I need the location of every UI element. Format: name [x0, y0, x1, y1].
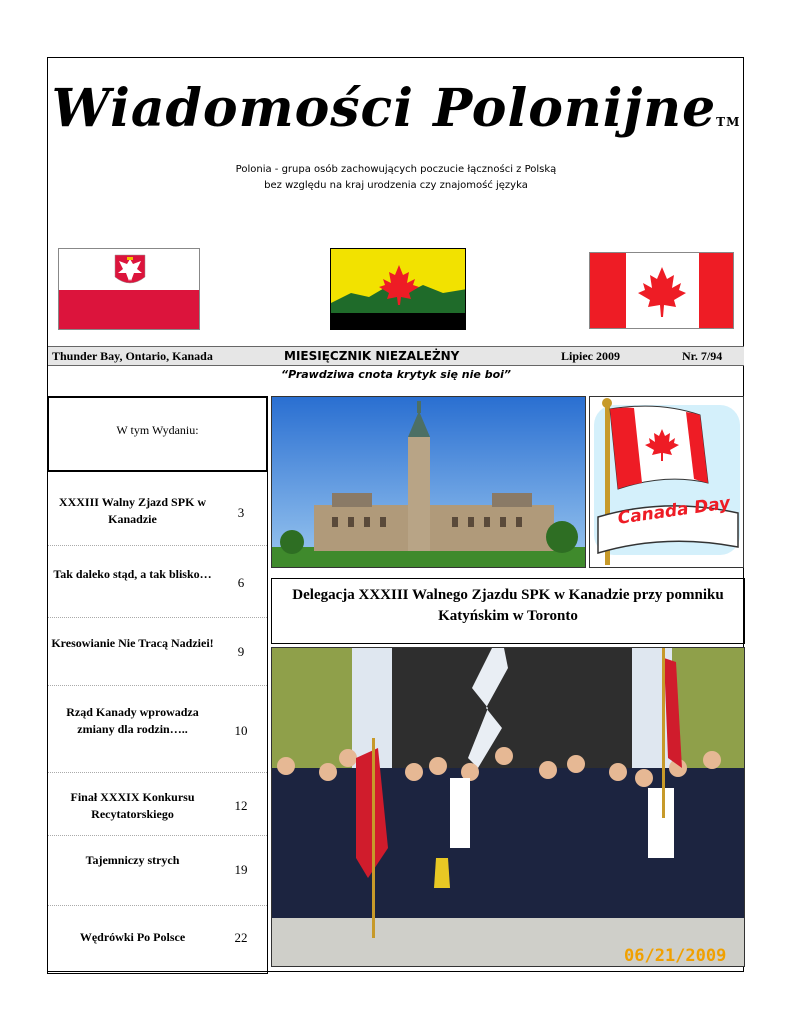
toc-item-title[interactable]: Rząd Kanady wprowadza zmiany dla rodzin…..: [66, 705, 199, 736]
subtitle: MIESIĘCZNIK NIEZALEŻNY: [284, 349, 460, 363]
toc-divider: [48, 772, 267, 773]
photo-timestamp: 06/21/2009: [624, 946, 727, 966]
issue-date: Lipiec 2009: [561, 349, 620, 363]
veterans-group: [272, 768, 745, 918]
katyn-memorial-group-photo: [271, 647, 745, 967]
toc-divider: [48, 685, 267, 686]
toc-item-page: 6: [237, 575, 245, 590]
toc-item-page: 10: [234, 723, 248, 738]
photo-caption: Delegacja XXXIII Walnego Zjazdu SPK w Kanadzie przy pomniku Katyńskim w Toronto: [292, 587, 724, 624]
toc-divider: [48, 545, 267, 546]
tagline: Polonia - grupa osób zachowujących poczucie łączności z Polską bez względu na kraj urodzenia czy znajomość języka: [235, 164, 557, 191]
toc-item-page: 9: [237, 644, 245, 659]
toc-divider: [48, 617, 267, 618]
toc-divider: [48, 835, 267, 836]
toc-item-title[interactable]: Kresowianie Nie Tracą Nadziei!: [51, 636, 214, 650]
canada-day-clipart: [589, 396, 744, 568]
canada-day-banner: Canada Day: [616, 493, 732, 529]
poland-flag: [58, 248, 200, 330]
toc-item-title[interactable]: Finał XXXIX Konkursu Recytatorskiego: [70, 790, 195, 821]
toc-item-page: 12: [234, 798, 248, 813]
thunder-bay-flag: [330, 248, 466, 330]
toc-item-title[interactable]: Wędrówki Po Polsce: [79, 930, 186, 944]
canada-flag: [589, 252, 734, 329]
toc-item-title[interactable]: Tajemniczy strych: [85, 853, 180, 867]
toc-heading: W tym Wydaniu:: [116, 423, 199, 437]
parliament-photo: [271, 396, 586, 568]
toc-item-page: 22: [234, 930, 248, 945]
toc-item-page: 3: [237, 505, 245, 520]
white-eagle-emblem-icon: [115, 255, 145, 283]
toc-item-page: 19: [234, 862, 248, 877]
trademark: TM: [716, 115, 741, 129]
issue-info-bar: [48, 346, 744, 366]
issue-number: Nr. 7/94: [682, 349, 723, 363]
location: Thunder Bay, Ontario, Kanada: [52, 349, 213, 363]
toc-item-title[interactable]: XXXIII Walny Zjazd SPK w Kanadzie: [58, 495, 207, 526]
motto: “Prawdziwa cnota krytyk się nie boi”: [281, 368, 511, 381]
toc-item-title[interactable]: Tak daleko stąd, a tak blisko…: [53, 567, 212, 581]
masthead-title: Wiadomości PolonijneTM: [51, 78, 741, 139]
toc-divider: [48, 905, 267, 906]
